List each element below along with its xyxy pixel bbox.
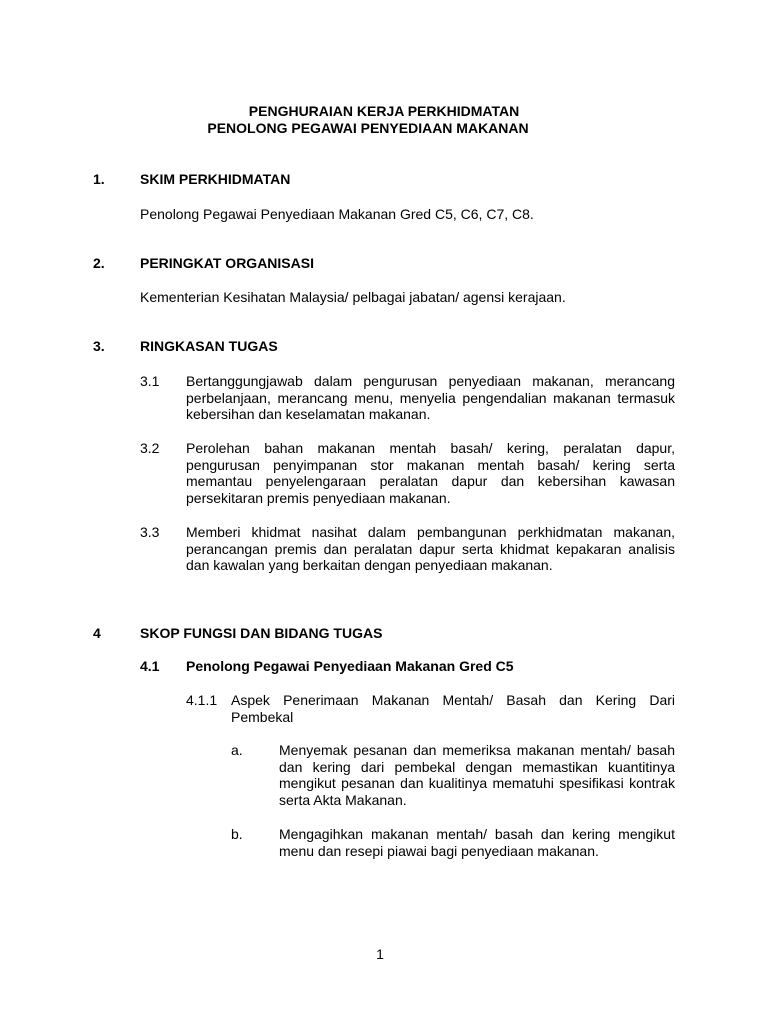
page-number: 1 (376, 946, 384, 962)
item-4-1-1-text: Aspek Penerimaan Makanan Mentah/ Basah dan Kering Dari Pembekal (231, 692, 675, 725)
point-b-label: b. (231, 826, 243, 842)
point-b-text: Mengagihkan makanan mentah/ basah dan kering mengikut menu dan resepi piawai bagi penyediaan makanan. (279, 826, 675, 859)
section-2-number: 2. (93, 255, 105, 271)
subsection-4-1-heading: Penolong Pegawai Penyediaan Makanan Gred C5 (186, 658, 514, 674)
section-4-number: 4 (93, 625, 101, 641)
point-a-text: Menyemak pesanan dan memeriksa makanan mentah/ basah dan kering dari pembekal dengan memastikan kuantitinya mengikut pesanan dan kualitinya mematuhi spesifikasi kontrak serta Akta Makanan. (279, 742, 675, 808)
point-a-label: a. (231, 742, 243, 758)
section-3-number: 3. (93, 338, 105, 354)
section-4-heading: SKOP FUNGSI DAN BIDANG TUGAS (140, 625, 383, 641)
item-3-1-text: Bertanggungjawab dalam pengurusan penyediaan makanan, merancang perbelanjaan, merancang menu, menyelia pengendalian makanan termasuk kebersihan dan keselamatan makanan. (186, 373, 675, 422)
item-3-2-text: Perolehan bahan makanan mentah basah/ kering, peralatan dapur, pengurusan penyimpanan stor makanan mentah basah/ kering serta memantau penyelengaraan peralatan dapur dan kebersihan kawasan persekitaran premis penyediaan makanan. (186, 440, 675, 506)
section-1-body: Penolong Pegawai Penyediaan Makanan Gred C5, C6, C7, C8. (140, 206, 534, 222)
item-3-2-number: 3.2 (140, 440, 160, 456)
section-3-heading: RINGKASAN TUGAS (140, 338, 278, 354)
subsection-4-1-number: 4.1 (140, 658, 160, 674)
document-title-line-2: PENOLONG PEGAWAI PENYEDIAAN MAKANAN (207, 120, 529, 136)
section-1-number: 1. (93, 171, 105, 187)
item-3-3-number: 3.3 (140, 524, 160, 540)
document-title-line-1: PENGHURAIAN KERJA PERKHIDMATAN (248, 103, 520, 119)
item-3-1-number: 3.1 (140, 373, 160, 389)
section-2-heading: PERINGKAT ORGANISASI (140, 255, 314, 271)
section-1-heading: SKIM PERKHIDMATAN (140, 171, 291, 187)
section-2-body: Kementerian Kesihatan Malaysia/ pelbagai jabatan/ agensi kerajaan. (140, 289, 566, 305)
item-4-1-1-number: 4.1.1 (186, 692, 218, 708)
item-3-3-text: Memberi khidmat nasihat dalam pembangunan perkhidmatan makanan, perancangan premis dan peralatan dapur serta khidmat kepakaran analisis dan kawalan yang berkaitan dengan penyediaan makanan. (186, 524, 675, 573)
